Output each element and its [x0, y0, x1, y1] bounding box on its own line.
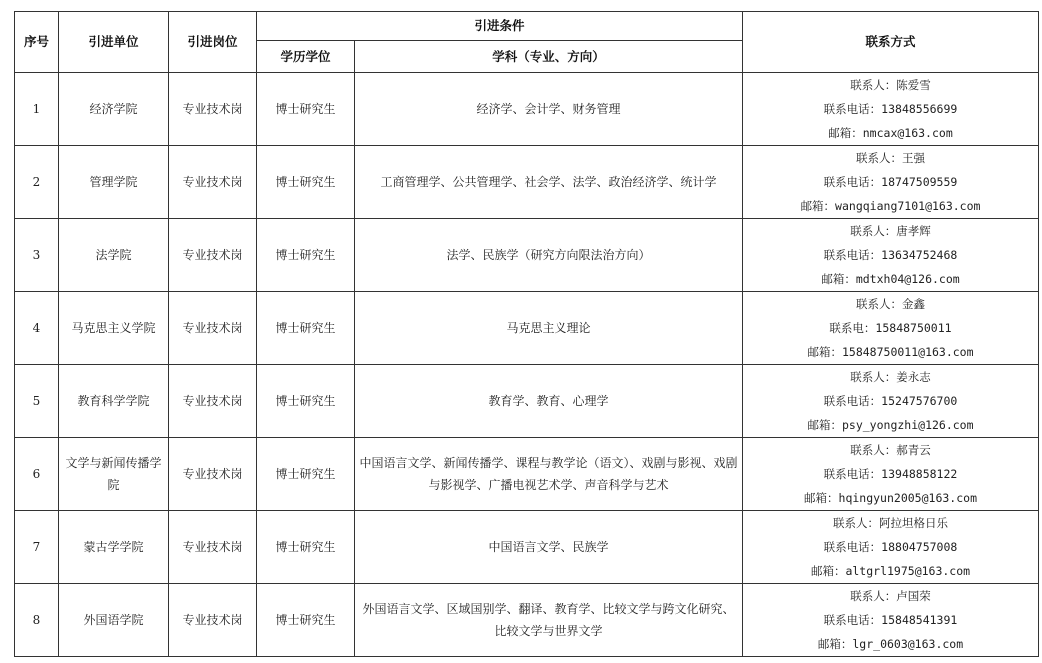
- header-degree: 学历学位: [257, 41, 355, 73]
- cell-position: 专业技术岗: [169, 365, 257, 438]
- contact-phone: 联系电话：15848541391: [823, 613, 958, 627]
- cell-contact: [743, 584, 1039, 657]
- cell-contact: [743, 292, 1039, 365]
- cell-position: 专业技术岗: [169, 292, 257, 365]
- cell-position: 专业技术岗: [169, 511, 257, 584]
- cell-degree: 博士研究生: [257, 292, 355, 365]
- contact-person: 联系人：陈爱雪: [850, 78, 931, 92]
- header-position: 引进岗位: [169, 12, 257, 73]
- cell-unit: 马克思主义学院: [59, 292, 169, 365]
- table-row: [15, 365, 1039, 438]
- cell-degree: 博士研究生: [257, 219, 355, 292]
- cell-index: 3: [15, 219, 59, 292]
- contact-person: 联系人：郝青云: [850, 443, 931, 457]
- contact-email: 邮箱：psy_yongzhi@126.com: [807, 418, 974, 432]
- contact-phone: 联系电话：13848556699: [823, 102, 958, 116]
- cell-degree: 博士研究生: [257, 73, 355, 146]
- header-unit: 引进单位: [59, 12, 169, 73]
- cell-degree: 博士研究生: [257, 365, 355, 438]
- cell-unit: 文学与新闻传播学院: [59, 438, 169, 511]
- contact-person: 联系人：阿拉坦格日乐: [833, 516, 949, 530]
- cell-degree: 博士研究生: [257, 146, 355, 219]
- cell-index: 6: [15, 438, 59, 511]
- cell-degree: 博士研究生: [257, 511, 355, 584]
- cell-contact: [743, 146, 1039, 219]
- cell-subjects: 马克思主义理论: [355, 292, 743, 365]
- contact-email: 邮箱：15848750011@163.com: [807, 345, 974, 359]
- cell-unit: 管理学院: [59, 146, 169, 219]
- cell-contact: [743, 511, 1039, 584]
- header-conditions: 引进条件: [257, 12, 743, 41]
- contact-email: 邮箱：hqingyun2005@163.com: [804, 491, 977, 505]
- cell-index: 5: [15, 365, 59, 438]
- cell-degree: 博士研究生: [257, 438, 355, 511]
- header-subjects: 学科（专业、方向）: [355, 41, 743, 73]
- contact-phone: 联系电话：13634752468: [823, 248, 958, 262]
- table-row: [15, 73, 1039, 146]
- contact-email: 邮箱：nmcax@163.com: [828, 126, 953, 140]
- cell-position: 专业技术岗: [169, 584, 257, 657]
- cell-unit: 经济学院: [59, 73, 169, 146]
- cell-contact: [743, 219, 1039, 292]
- table-row: [15, 438, 1039, 511]
- contact-phone: 联系电话：15247576700: [823, 394, 958, 408]
- contact-person: 联系人：唐孝辉: [850, 224, 931, 238]
- cell-subjects: 中国语言文学、民族学: [355, 511, 743, 584]
- header-contact: 联系方式: [743, 12, 1039, 73]
- table-row: [15, 146, 1039, 219]
- cell-subjects: 工商管理学、公共管理学、社会学、法学、政治经济学、统计学: [355, 146, 743, 219]
- cell-contact: [743, 365, 1039, 438]
- contact-email: 邮箱：lgr_0603@163.com: [817, 637, 964, 651]
- cell-position: 专业技术岗: [169, 219, 257, 292]
- cell-subjects: 教育学、教育、心理学: [355, 365, 743, 438]
- table-header-row: [15, 12, 1039, 41]
- contact-phone: 联系电话：18804757008: [823, 540, 958, 554]
- table-row: [15, 584, 1039, 657]
- contact-person: 联系人：金鑫: [856, 297, 926, 311]
- contact-person: 联系人：卢国荣: [850, 589, 931, 603]
- cell-subjects: 法学、民族学（研究方向限法治方向）: [355, 219, 743, 292]
- cell-subjects: 经济学、会计学、财务管理: [355, 73, 743, 146]
- cell-position: 专业技术岗: [169, 438, 257, 511]
- cell-position: 专业技术岗: [169, 146, 257, 219]
- contact-email: 邮箱：altgrl1975@163.com: [810, 564, 971, 578]
- cell-unit: 外国语学院: [59, 584, 169, 657]
- contact-person: 联系人：王强: [856, 151, 926, 165]
- cell-index: 7: [15, 511, 59, 584]
- contact-phone: 联系电话：13948858122: [823, 467, 958, 481]
- cell-unit: 蒙古学学院: [59, 511, 169, 584]
- table-body: [15, 73, 1039, 657]
- header-index: 序号: [15, 12, 59, 73]
- contact-person: 联系人：姜永志: [850, 370, 931, 384]
- table-row: [15, 292, 1039, 365]
- cell-index: 4: [15, 292, 59, 365]
- cell-unit: 法学院: [59, 219, 169, 292]
- cell-subjects: 外国语言文学、区域国别学、翻译、教育学、比较文学与跨文化研究、比较文学与世界文学: [355, 584, 743, 657]
- cell-degree: 博士研究生: [257, 584, 355, 657]
- cell-index: 2: [15, 146, 59, 219]
- cell-unit: 教育科学学院: [59, 365, 169, 438]
- contact-phone: 联系电：15848750011: [829, 321, 952, 335]
- table-row: [15, 219, 1039, 292]
- cell-position: 专业技术岗: [169, 73, 257, 146]
- table-row: [15, 511, 1039, 584]
- cell-subjects: 中国语言文学、新闻传播学、课程与教学论（语文）、戏剧与影视、戏剧与影视学、广播电视艺术学、声音科学与艺术: [355, 438, 743, 511]
- cell-index: 8: [15, 584, 59, 657]
- cell-contact: [743, 73, 1039, 146]
- contact-email: 邮箱：mdtxh04@126.com: [821, 272, 960, 286]
- cell-contact: [743, 438, 1039, 511]
- recruitment-table: [14, 11, 1039, 657]
- contact-email: 邮箱：wangqiang7101@163.com: [800, 199, 981, 213]
- cell-index: 1: [15, 73, 59, 146]
- contact-phone: 联系电话：18747509559: [823, 175, 958, 189]
